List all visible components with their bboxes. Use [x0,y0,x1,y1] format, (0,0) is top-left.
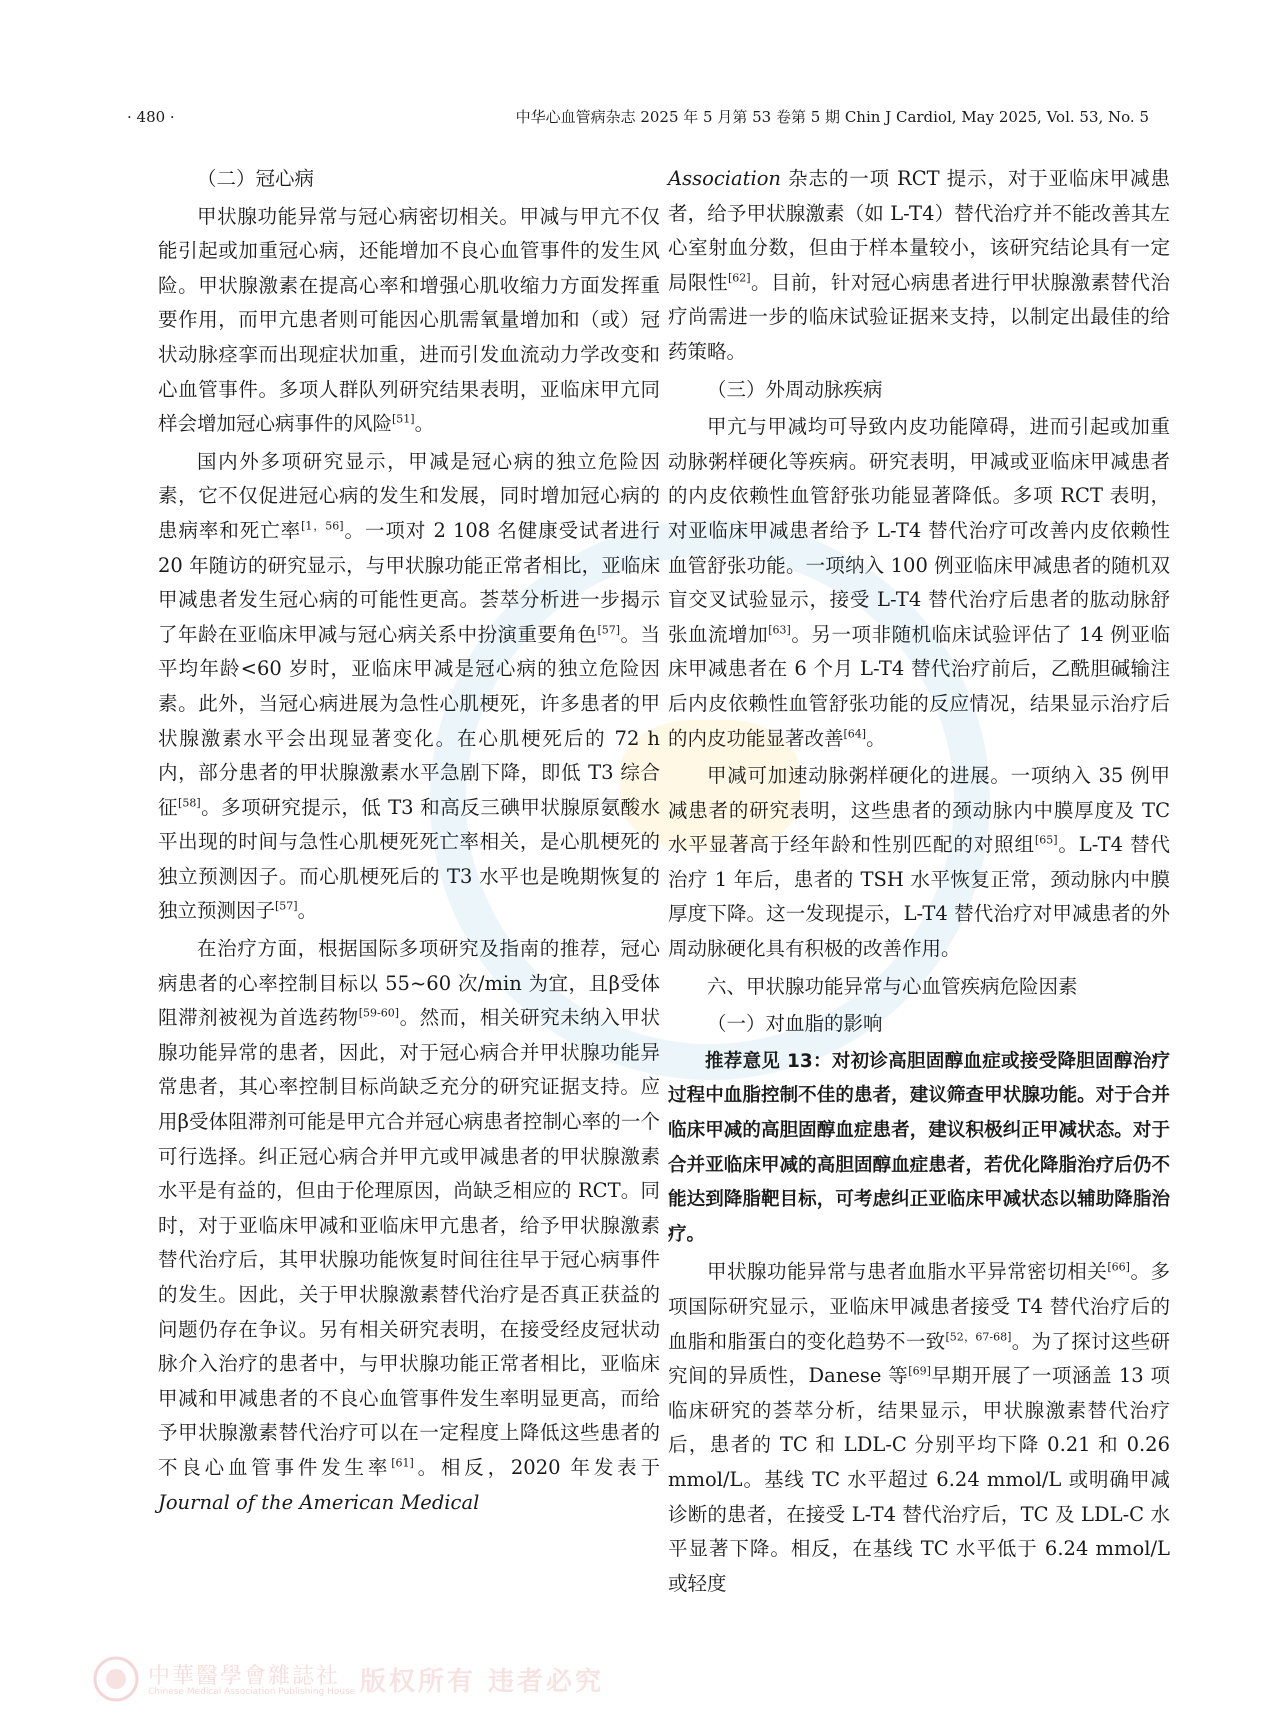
citation: [57] [275,899,298,913]
journal-title: Journal of the American Medical [158,1490,480,1514]
paragraph: 甲减可加速动脉粥样硬化的进展。一项纳入 35 例甲减患者的研究表明，这些患者的颈动脉内中膜厚度及 TC 水平显著高于经年龄和性别匹配的对照组[65]。L-T4 替代治疗 1 年后，患者的 TSH 水平恢复正常，颈动脉内中膜厚度下降。这一发现提示，L-T4 替代治疗对甲减患者的外周动脉硬化具有积极的改善作用。 [668,764,1170,961]
journal-title: Association [668,167,781,190]
citation: [52，67-68] [945,1330,1012,1344]
subsection-heading-lipids: （一）对血脂的影响 [707,1012,883,1036]
publisher-name-en: Chinese Medical Association Publishing House [148,1687,356,1697]
paragraph: 甲状腺功能异常与患者血脂水平异常密切相关[66]。多项国际研究显示，亚临床甲减患者接受 T4 替代治疗后的血脂和脂蛋白的变化趋势不一致[52，67-68]。为了探讨这些研究间的异质性，Danese 等[69]早期开展了一项涵盖 13 项临床研究的荟萃分析，结果显示，甲状腺激素替代治疗后，患者的 TC 和 LDL-C 分别平均下降 0.21 和 0.26 mmol/L。基线 TC 水平超过 6.24 mmol/L 或明确甲减诊断的患者，在接受 L-T4 替代治疗后，TC 及 LDL-C 水平显著下降。相反，在基线 TC 水平低于 6.24 mmol/L 或轻度 [668,1260,1170,1595]
citation: [61] [391,1456,414,1470]
section-heading-coronary: （二）冠心病 [197,167,315,190]
citation: [62] [727,271,751,285]
citation: [66] [1107,1260,1130,1274]
paragraph: 甲亢与甲减均可导致内皮功能障碍，进而引起或加重动脉粥样硬化等疾病。研究表明，甲减或亚临床甲减患者的内皮依赖性血管舒张功能显著降低。多项 RCT 表明，对亚临床甲减患者给予 L-T4 替代治疗可改善内皮依赖性血管舒张功能。一项纳入 100 例亚临床甲减患者的随机双盲交叉试验显示，接受 L-T4 替代治疗后患者的肱动脉舒张血流增加[63]。另一项非随机临床试验评估了 14 例亚临床甲减患者在 6 个月 L-T4 替代治疗前后，乙酰胆碱输注后内皮依赖性血管舒张功能的反应情况，结果显示治疗后的内皮功能显著改善[64]。 [668,415,1170,750]
publisher-name: 中華醫學會雜誌社 [148,1664,341,1689]
publisher-watermark [92,1655,612,1703]
page-number: · 480 · [127,108,175,126]
citation: [63] [768,623,791,637]
journal-citation: 中华心血管病杂志 2025 年 5 月第 53 卷第 5 期 Chin J Cardiol, May 2025, Vol. 53, No. 5 [515,108,1149,126]
copyright-notice: 版权所有 违者必究 [360,1667,605,1697]
page-header [127,104,1149,130]
citation: [59-60] [358,1006,400,1020]
citation: [57] [597,623,621,637]
paragraph: 甲状腺功能异常与冠心病密切相关。甲减与甲亢不仅能引起或加重冠心病，还能增加不良心血管事件的发生风险。甲状腺激素在提高心率和增强心肌收缩力方面发挥重要作用，而甲亢患者则可能因心肌需氧量增加和（或）冠状动脉痉挛而出现症状加重，进而引发血流动力学改变和心血管事件。多项人群队列研究结果表明，亚临床甲亢同样会增加冠心病事件的风险[51]。 [158,204,660,436]
paragraph: 在治疗方面，根据国际多项研究及指南的推荐，冠心病患者的心率控制目标以 55~60 次/min 为宜，且β受体阻滞剂被视为首选药物[59-60]。然而，相关研究未纳入甲状腺功能异常的患者，因此，对于冠心病合并甲状腺功能异常患者，其心率控制目标尚缺乏充分的研究证据支持。应用β受体阻滞剂可能是甲亢合并冠心病患者控制心率的一个可行选择。纠正冠心病合并甲亢或甲减患者的甲状腺激素水平是有益的，但由于伦理原因，尚缺乏相应的 RCT。同时，对于亚临床甲减和亚临床甲亢患者，给予甲状腺激素替代治疗后，其甲状腺功能恢复时间往往早于冠心病事件的发生。因此，关于甲状腺激素替代治疗是否真正获益的问题仍存在争议。另有相关研究表明，在接受经皮冠状动脉介入治疗的患者中，与甲状腺功能正常者相比，亚临床甲减和甲减患者的不良心血管事件发生率明显更高，而给予甲状腺激素替代治疗可以在一定程度上降低这些患者的不良心血管事件发生率[61]。相反，2020 年发表于 Journal of the American Medical [158,937,660,1514]
citation: [51] [392,412,415,426]
citation: [64] [843,727,867,740]
citation: [58] [178,796,201,810]
publisher-logo-icon [92,1655,140,1703]
paragraph: 国内外多项研究显示，甲减是冠心病的独立危险因素，它不仅促进冠心病的发生和发展，同时增加冠心病的患病率和死亡率[1，56]。一项对 2 108 名健康受试者进行 20 年随访的研究显示，与甲状腺功能正常者相比，亚临床甲减患者发生冠心病的可能性更高。荟萃分析进一步揭示了年龄在亚临床甲减与冠心病关系中扮演重要角色[57]。当平均年龄<60 岁时，亚临床甲减是冠心病的独立危险因素。此外，当冠心病进展为急性心肌梗死，许多患者的甲状腺激素水平会出现显著变化。在心肌梗死后的 72 h 内，部分患者的甲状腺激素水平急剧下降，即低 T3 综合征[58]。多项研究提示，低 T3 和高反三碘甲状腺原氨酸水平出现的时间与急性心肌梗死死亡率相关，是心肌梗死的独立预测因子。而心肌梗死后的 T3 水平也是晚期恢复的独立预测因子[57]。 [158,449,660,923]
left-column [158,162,660,1523]
citation: [1，56] [301,519,344,533]
citation: [65] [1034,833,1058,847]
section-heading-peripheral: （三）外周动脉疾病 [707,377,883,401]
paragraph: Association 杂志的一项 RCT 提示，对于亚临床甲减患者，给予甲状腺激素（如 L-T4）替代治疗并不能改善其左心室射血分数，但由于样本量较小，该研究结论具有一定局限性[62]。目前，针对冠心病患者进行甲状腺激素替代治疗尚需进一步的临床试验证据来支持，以制定出最佳的给药策略。 [668,167,1170,363]
recommendation-13: 推荐意见 13：对初诊高胆固醇血症或接受降胆固醇治疗过程中血脂控制不佳的患者，建议筛查甲状腺功能。对于合并临床甲减的高胆固醇血症患者，建议积极纠正甲减状态。对于合并亚临床甲减的高胆固醇血症患者，若优化降脂治疗后仍不能达到降脂靶目标，可考虑纠正亚临床甲减状态以辅助降脂治疗。 [668,1050,1170,1245]
right-column [668,162,1170,1604]
section-heading-risk-factors: 六、甲状腺功能异常与心血管疾病危险因素 [707,974,1078,998]
citation: [69] [908,1364,931,1378]
